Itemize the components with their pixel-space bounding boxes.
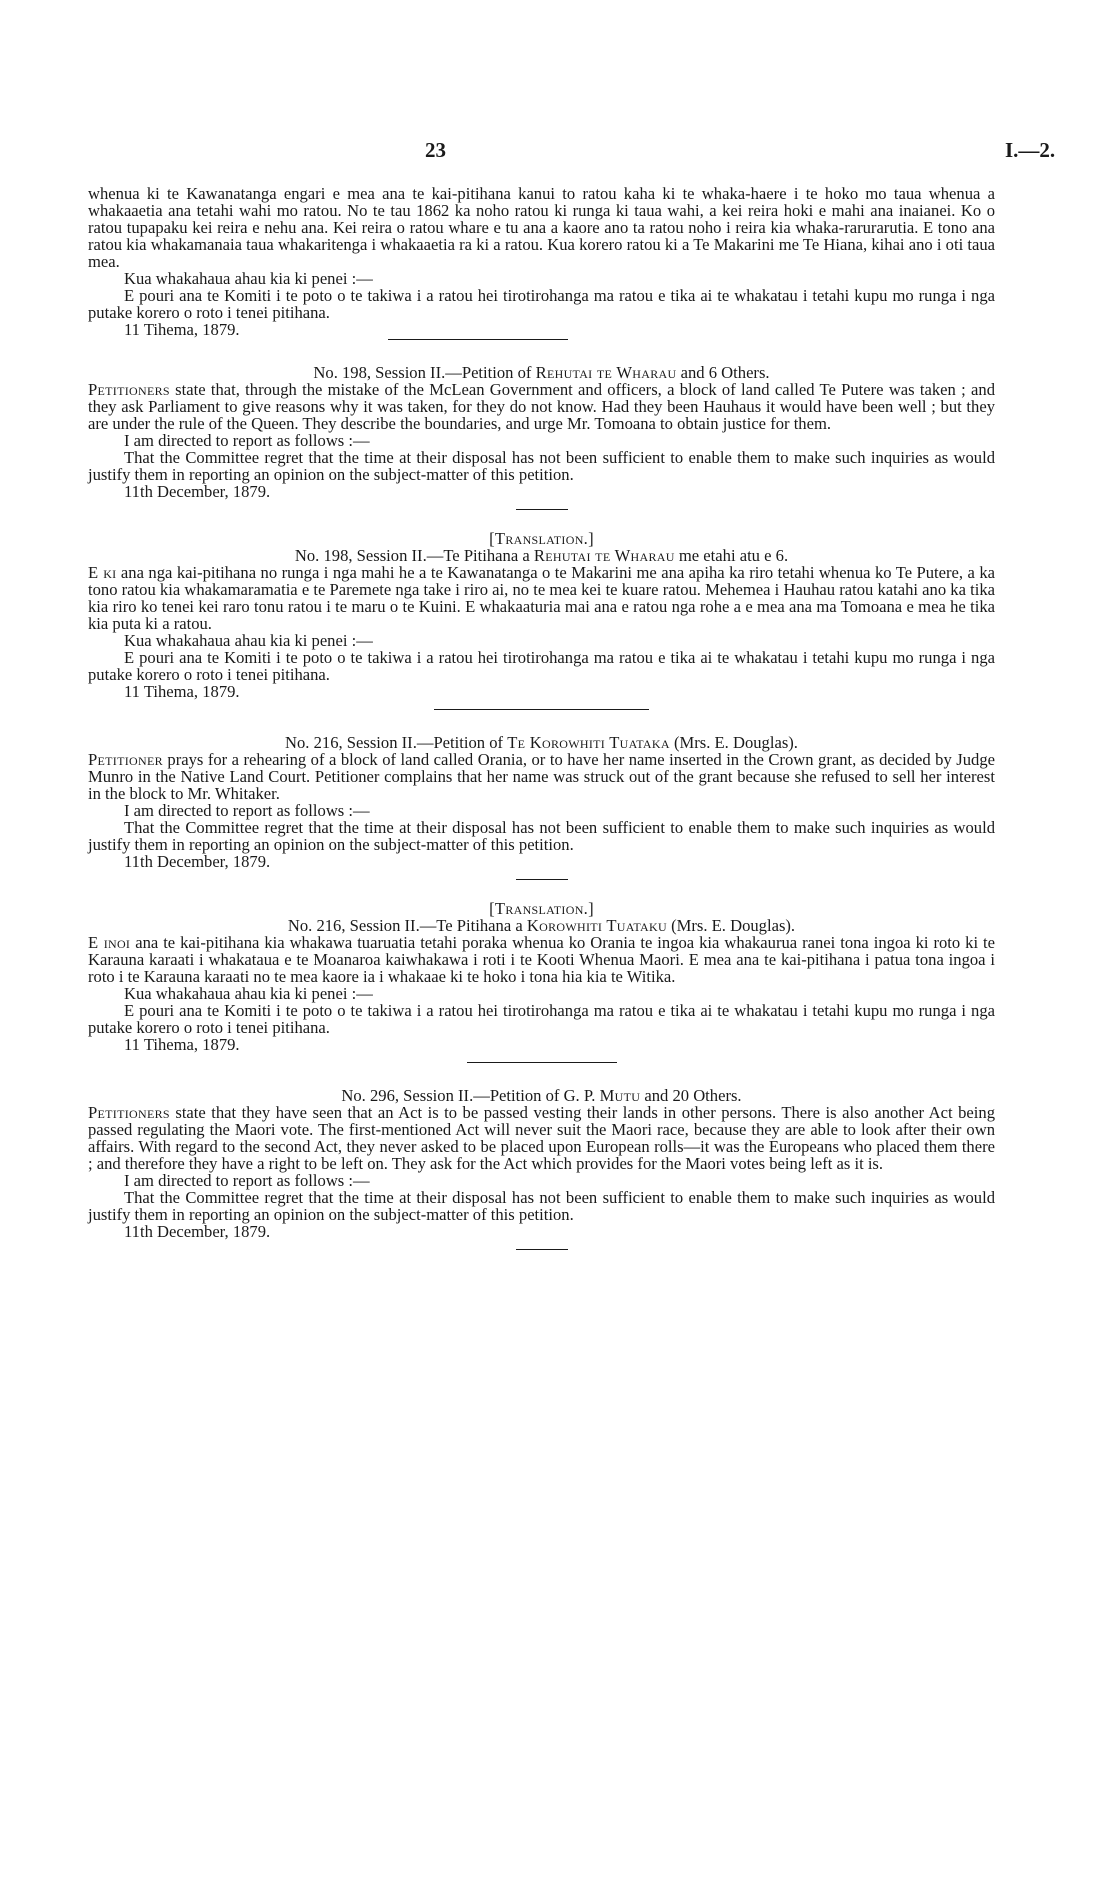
- petition-body: [88, 751, 995, 802]
- report-text: That the Committee regret that the time at their disposal has not been sufficient to enable them to make such inquiries as would justify them in reporting an opinion on the subject-matter of this petition.: [88, 448, 995, 484]
- petition-date: 11th December, 1879.: [124, 482, 271, 501]
- lead-word: Petitioners: [88, 380, 170, 399]
- directed-line: Kua whakahaua ahau kia ki penei :—: [124, 631, 373, 650]
- heading-suffix: (Mrs. E. Douglas).: [673, 733, 798, 752]
- petition-body: [88, 1104, 995, 1172]
- translation-body: [88, 934, 995, 985]
- report-text: That the Committee regret that the time at their disposal has not been sufficient to enable them to make such inquiries as would justify them in reporting an opinion on the subject-matter of this petition.: [88, 818, 995, 854]
- lead-word: E inoi: [88, 933, 131, 952]
- intro-paragraph: whenua ki te Kawanatanga engari e mea ana te kai-pitihana kanui to ratou kaha ki te whaka-haere i te hoko mo taua whenua a whakaaetia ana tetahi wahi mo ratou. No te tau 1862 ka noho ratou ki runga ki taua wahi, a kei reira hoki e mahi ana inaianei. Ko o ratou tupapaku kei reira e nehu ana. Kei reira o ratou whare e tu ana a kaore ano ta ratou noho i reira kia whaka-rarurarutia. E tono ana ratou kia whakamanaia taua whakaritenga i whakaaetia ra ki a ratou. Kua korero ratou ki a Te Makarini me Te Hiana, kihai ano i oti taua mea.: [88, 184, 995, 271]
- petition-216: [88, 734, 995, 870]
- petition-198: [88, 364, 995, 500]
- petitioner-name: Rehutai te Wharau: [535, 363, 677, 382]
- petitioner-name: Te Korowhiti Tuataka: [507, 733, 670, 752]
- page-reference: I.—2.: [1005, 138, 1056, 162]
- heading-suffix: (Mrs. E. Douglas).: [671, 916, 796, 935]
- translation-heading: [88, 917, 995, 934]
- translation-date: 11 Tihema, 1879.: [124, 1035, 240, 1054]
- petition-body: [88, 381, 995, 432]
- heading-prefix: No. 216, Session II.—Petition of: [285, 733, 504, 752]
- intro-date: 11 Tihema, 1879.: [124, 320, 240, 339]
- heading-suffix: and 20 Others.: [644, 1086, 742, 1105]
- report-text: E pouri ana te Komiti i te poto o te takiwa i a ratou hei tirotirohanga ma ratou e tika ai te whakatau i tetahi kupu mo runga i nga putake korero o roto i tenei pitihana.: [88, 648, 995, 684]
- intro-report: E pouri ana te Komiti i te poto o te takiwa i a ratou hei tirotirohanga ma ratou e tika ai te whakatau i tetahi kupu mo runga i nga putake korero o roto i tenei pitihana.: [88, 286, 995, 322]
- translation-216: [88, 900, 995, 1053]
- heading-prefix: No. 198, Session II.—Petition of: [313, 363, 532, 382]
- lead-word: E ki: [88, 563, 117, 582]
- heading-prefix: No. 296, Session II.—Petition of G. P.: [341, 1086, 596, 1105]
- heading-prefix: No. 216, Session II.—Te Pitihana a: [287, 916, 523, 935]
- body-text: ana te kai-pitihana kia whakawa tuaruatia tetahi poraka whenua ko Orania te ingoa kia whakaurua ranei tona ingoa ki roto ki te Karauna karaati i whakataua e te Moanaroa kaiwhakawa i roti i te Kooti Whenua Maori. E mea ana te kai-pitihana i patua tona ingoa i roto i te Karauna karaati no te mea kaore ia i whakaae ki te hoko i tona hia kia te Witika.: [88, 933, 995, 986]
- directed-line: Kua whakahaua ahau kia ki penei :—: [124, 984, 373, 1003]
- body-text: prays for a rehearing of a block of land called Orania, or to have her name inserted in the Crown grant, as decided by Judge Munro in the Native Land Court. Petitioner complains that her name was struck out of the grant because she refused to sell her interest in the block to Mr. Whitaker.: [88, 750, 995, 803]
- directed-line: I am directed to report as follows :—: [124, 1171, 370, 1190]
- translation-198: [88, 530, 995, 700]
- body-text: state that, through the mistake of the McLean Government and officers, a block of land called Te Putere was taken ; and they ask Parliament to give reasons why it was taken, for they do not know. Had they been Hauhaus it would have been well ; but they are under the rule of the Queen. They describe the boundaries, and urge Mr. Tomoana to obtain justice for them.: [88, 380, 995, 433]
- translation-body: [88, 564, 995, 632]
- petitioner-name: Mutu: [599, 1086, 641, 1105]
- petition-heading: [88, 364, 995, 381]
- petition-heading: [88, 734, 995, 751]
- translation-date: 11 Tihema, 1879.: [124, 682, 240, 701]
- lead-word: Petitioners: [88, 1103, 170, 1122]
- report-text: E pouri ana te Komiti i te poto o te takiwa i a ratou hei tirotirohanga ma ratou e tika ai te whakatau i tetahi kupu mo runga i nga putake korero o roto i tenei pitihana.: [88, 1001, 995, 1037]
- intro-section: [88, 185, 995, 338]
- page-header: [0, 138, 1114, 168]
- directed-line: I am directed to report as follows :—: [124, 431, 370, 450]
- heading-suffix: and 6 Others.: [680, 363, 770, 382]
- translation-label: [Translation.]: [489, 529, 594, 548]
- heading-suffix: me etahi atu e 6.: [678, 546, 789, 565]
- report-text: That the Committee regret that the time at their disposal has not been sufficient to enable them to make such inquiries as would justify them in reporting an opinion on the subject-matter of this petition.: [88, 1188, 995, 1224]
- petitioner-name: Rehutai te Wharau: [533, 546, 675, 565]
- page-content: [88, 185, 995, 1250]
- petition-heading: [88, 1087, 995, 1104]
- intro-directed: Kua whakahaua ahau kia ki penei :—: [124, 269, 373, 288]
- body-text: state that they have seen that an Act is to be passed vesting their lands in other persons. There is also another Act being passed regulating the Maori vote. The first-mentioned Act will never suit the Maori race, because they are able to look after their own affairs. With regard to the second Act, they never asked to be placed upon European rolls—it was the Europeans who placed them there ; and therefore they have a right to be left on. They ask for the Act which provides for the Maori votes being left as it is.: [88, 1103, 995, 1173]
- translation-heading: [88, 547, 995, 564]
- petition-date: 11th December, 1879.: [124, 1222, 271, 1241]
- directed-line: I am directed to report as follows :—: [124, 801, 370, 820]
- petition-date: 11th December, 1879.: [124, 852, 271, 871]
- body-text: ana nga kai-pitihana no runga i nga mahi he a te Kawanatanga o te Makarini me ana apiha ka riro tetahi whenua ko Te Putere, a ka tono ratou kia whakamaramatia e te Paremete nga take i riro ai, no te mea kei te kuare ratou. Mehemea i Hauhau ratou katahi ano ka tika kia riro ko tenei kei raro tonu ratou i te maru o te Kuini. E whakaaturia mai ana e ratou nga rohe a e mea ana ma Tomoana e mea he tika kia puta ki a ratou.: [88, 563, 995, 633]
- end-divider: [516, 1249, 568, 1250]
- petitioner-name: Korowhiti Tuataku: [526, 916, 667, 935]
- page-number: 23: [425, 138, 446, 162]
- petition-296: [88, 1087, 995, 1240]
- lead-word: Petitioner: [88, 750, 163, 769]
- heading-prefix: No. 198, Session II.—Te Pitihana a: [294, 546, 530, 565]
- translation-label: [Translation.]: [489, 899, 594, 918]
